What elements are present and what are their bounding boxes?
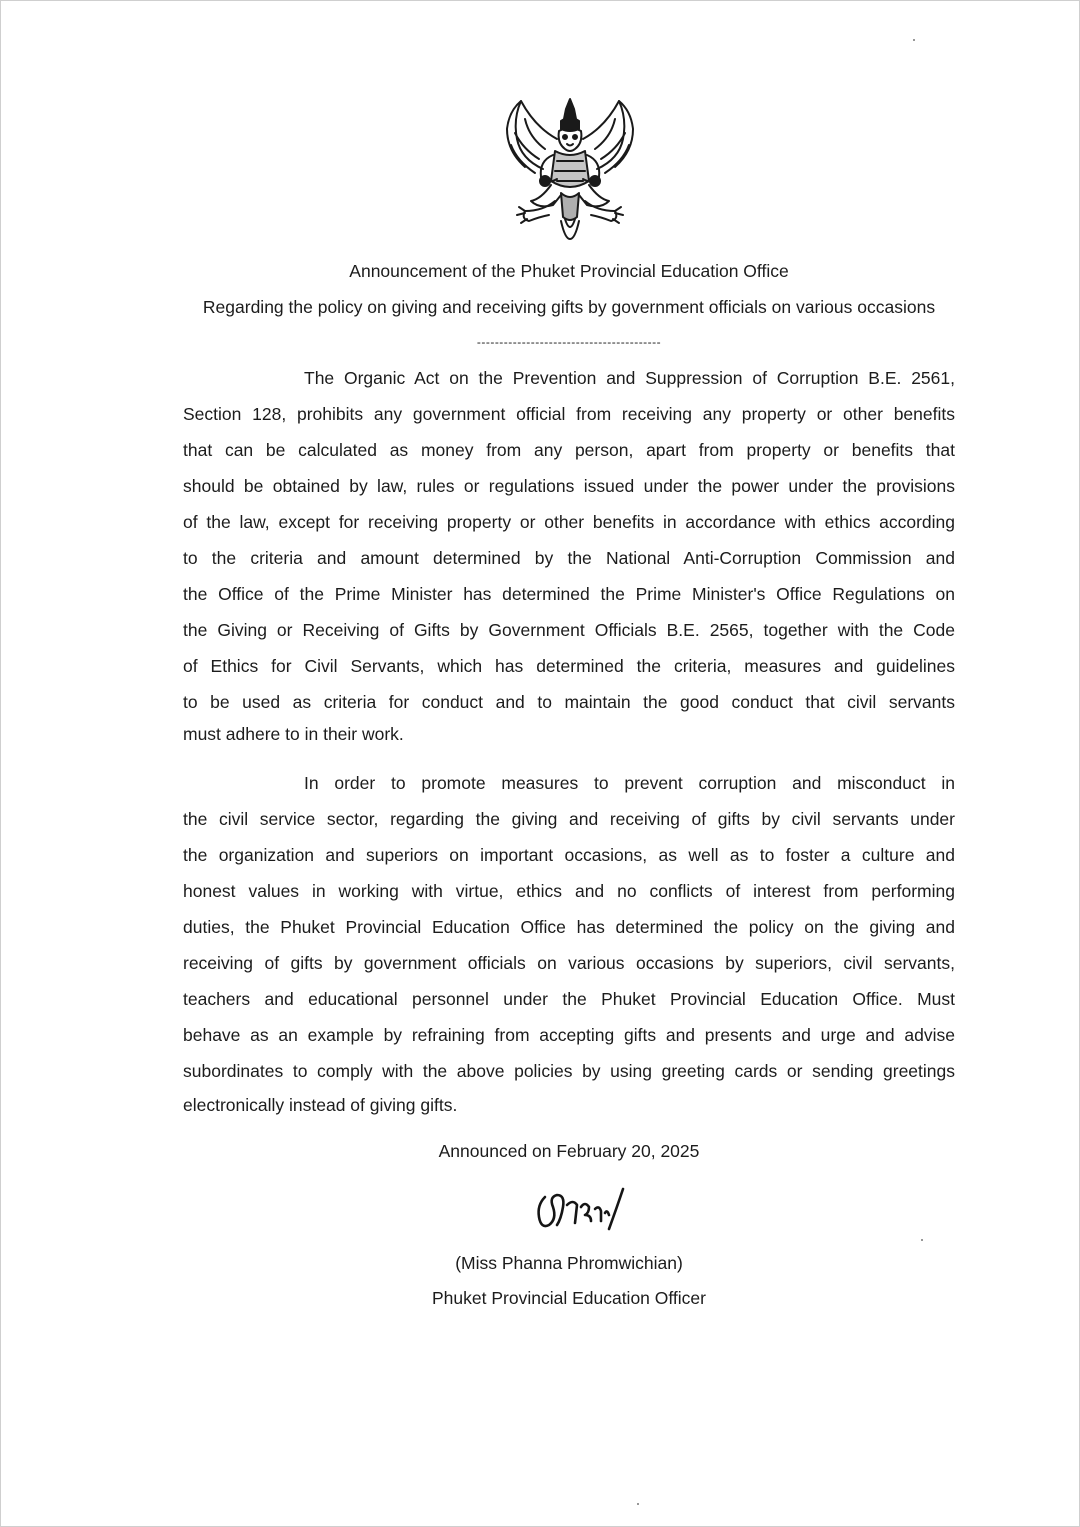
paragraph-line: receiving of gifts by government officials on various occasions by superiors, civil servants, — [183, 953, 955, 973]
scan-speck — [921, 1239, 923, 1241]
paragraph-line: the Giving or Receiving of Gifts by Government Officials B.E. 2565, together with the Code — [183, 620, 955, 640]
announcement-subject: Regarding the policy on giving and receiving gifts by government officials on various occasions — [202, 297, 936, 317]
handwritten-signature-icon — [527, 1183, 637, 1235]
paragraph-line: the Office of the Prime Minister has determined the Prime Minister's Office Regulations on — [183, 584, 955, 604]
paragraph-line: to the criteria and amount determined by the National Anti-Corruption Commission and — [183, 548, 955, 568]
paragraph-line: honest values in working with virtue, ethics and no conflicts of interest from performing — [183, 881, 955, 901]
announcement-title: Announcement of the Phuket Provincial Education Office — [349, 261, 789, 281]
paragraph-line: electronically instead of giving gifts. — [183, 1095, 458, 1115]
paragraph-line: duties, the Phuket Provincial Education Office has determined the policy on the giving and — [183, 917, 955, 937]
announcement-date: Announced on February 20, 2025 — [438, 1141, 700, 1161]
paragraph-line: The Organic Act on the Prevention and Suppression of Corruption B.E. 2561, — [304, 368, 955, 388]
paragraph-line: that can be calculated as money from any person, apart from property or benefits that — [183, 440, 955, 460]
paragraph-line: Section 128, prohibits any government official from receiving any property or other benefits — [183, 404, 955, 424]
scan-speck — [637, 1503, 639, 1505]
signatory-title: Phuket Provincial Education Officer — [432, 1288, 706, 1308]
paragraph-line: to be used as criteria for conduct and to maintain the good conduct that civil servants — [183, 692, 955, 712]
paragraph-line: subordinates to comply with the above policies by using greeting cards or sending greetings — [183, 1061, 955, 1081]
paragraph-line: behave as an example by refraining from accepting gifts and presents and urge and advise — [183, 1025, 955, 1045]
garuda-emblem-icon — [495, 89, 645, 245]
scan-speck — [913, 39, 915, 41]
paragraph-line: teachers and educational personnel under the Phuket Provincial Education Office. Must — [183, 989, 955, 1009]
paragraph-line: the civil service sector, regarding the giving and receiving of gifts by civil servants under — [183, 809, 955, 829]
paragraph-line: the organization and superiors on important occasions, as well as to foster a culture and — [183, 845, 955, 865]
title-divider: ----------------------------------------- — [476, 335, 662, 349]
paragraph-line: In order to promote measures to prevent corruption and misconduct in — [304, 773, 955, 793]
paragraph-line: of Ethics for Civil Servants, which has determined the criteria, measures and guidelines — [183, 656, 955, 676]
signatory-name: (Miss Phanna Phromwichian) — [455, 1253, 683, 1273]
paragraph-line: of the law, except for receiving property or other benefits in accordance with ethics according — [183, 512, 955, 532]
paragraph-line: must adhere to in their work. — [183, 724, 404, 744]
paragraph-line: should be obtained by law, rules or regulations issued under the power under the provisions — [183, 476, 955, 496]
